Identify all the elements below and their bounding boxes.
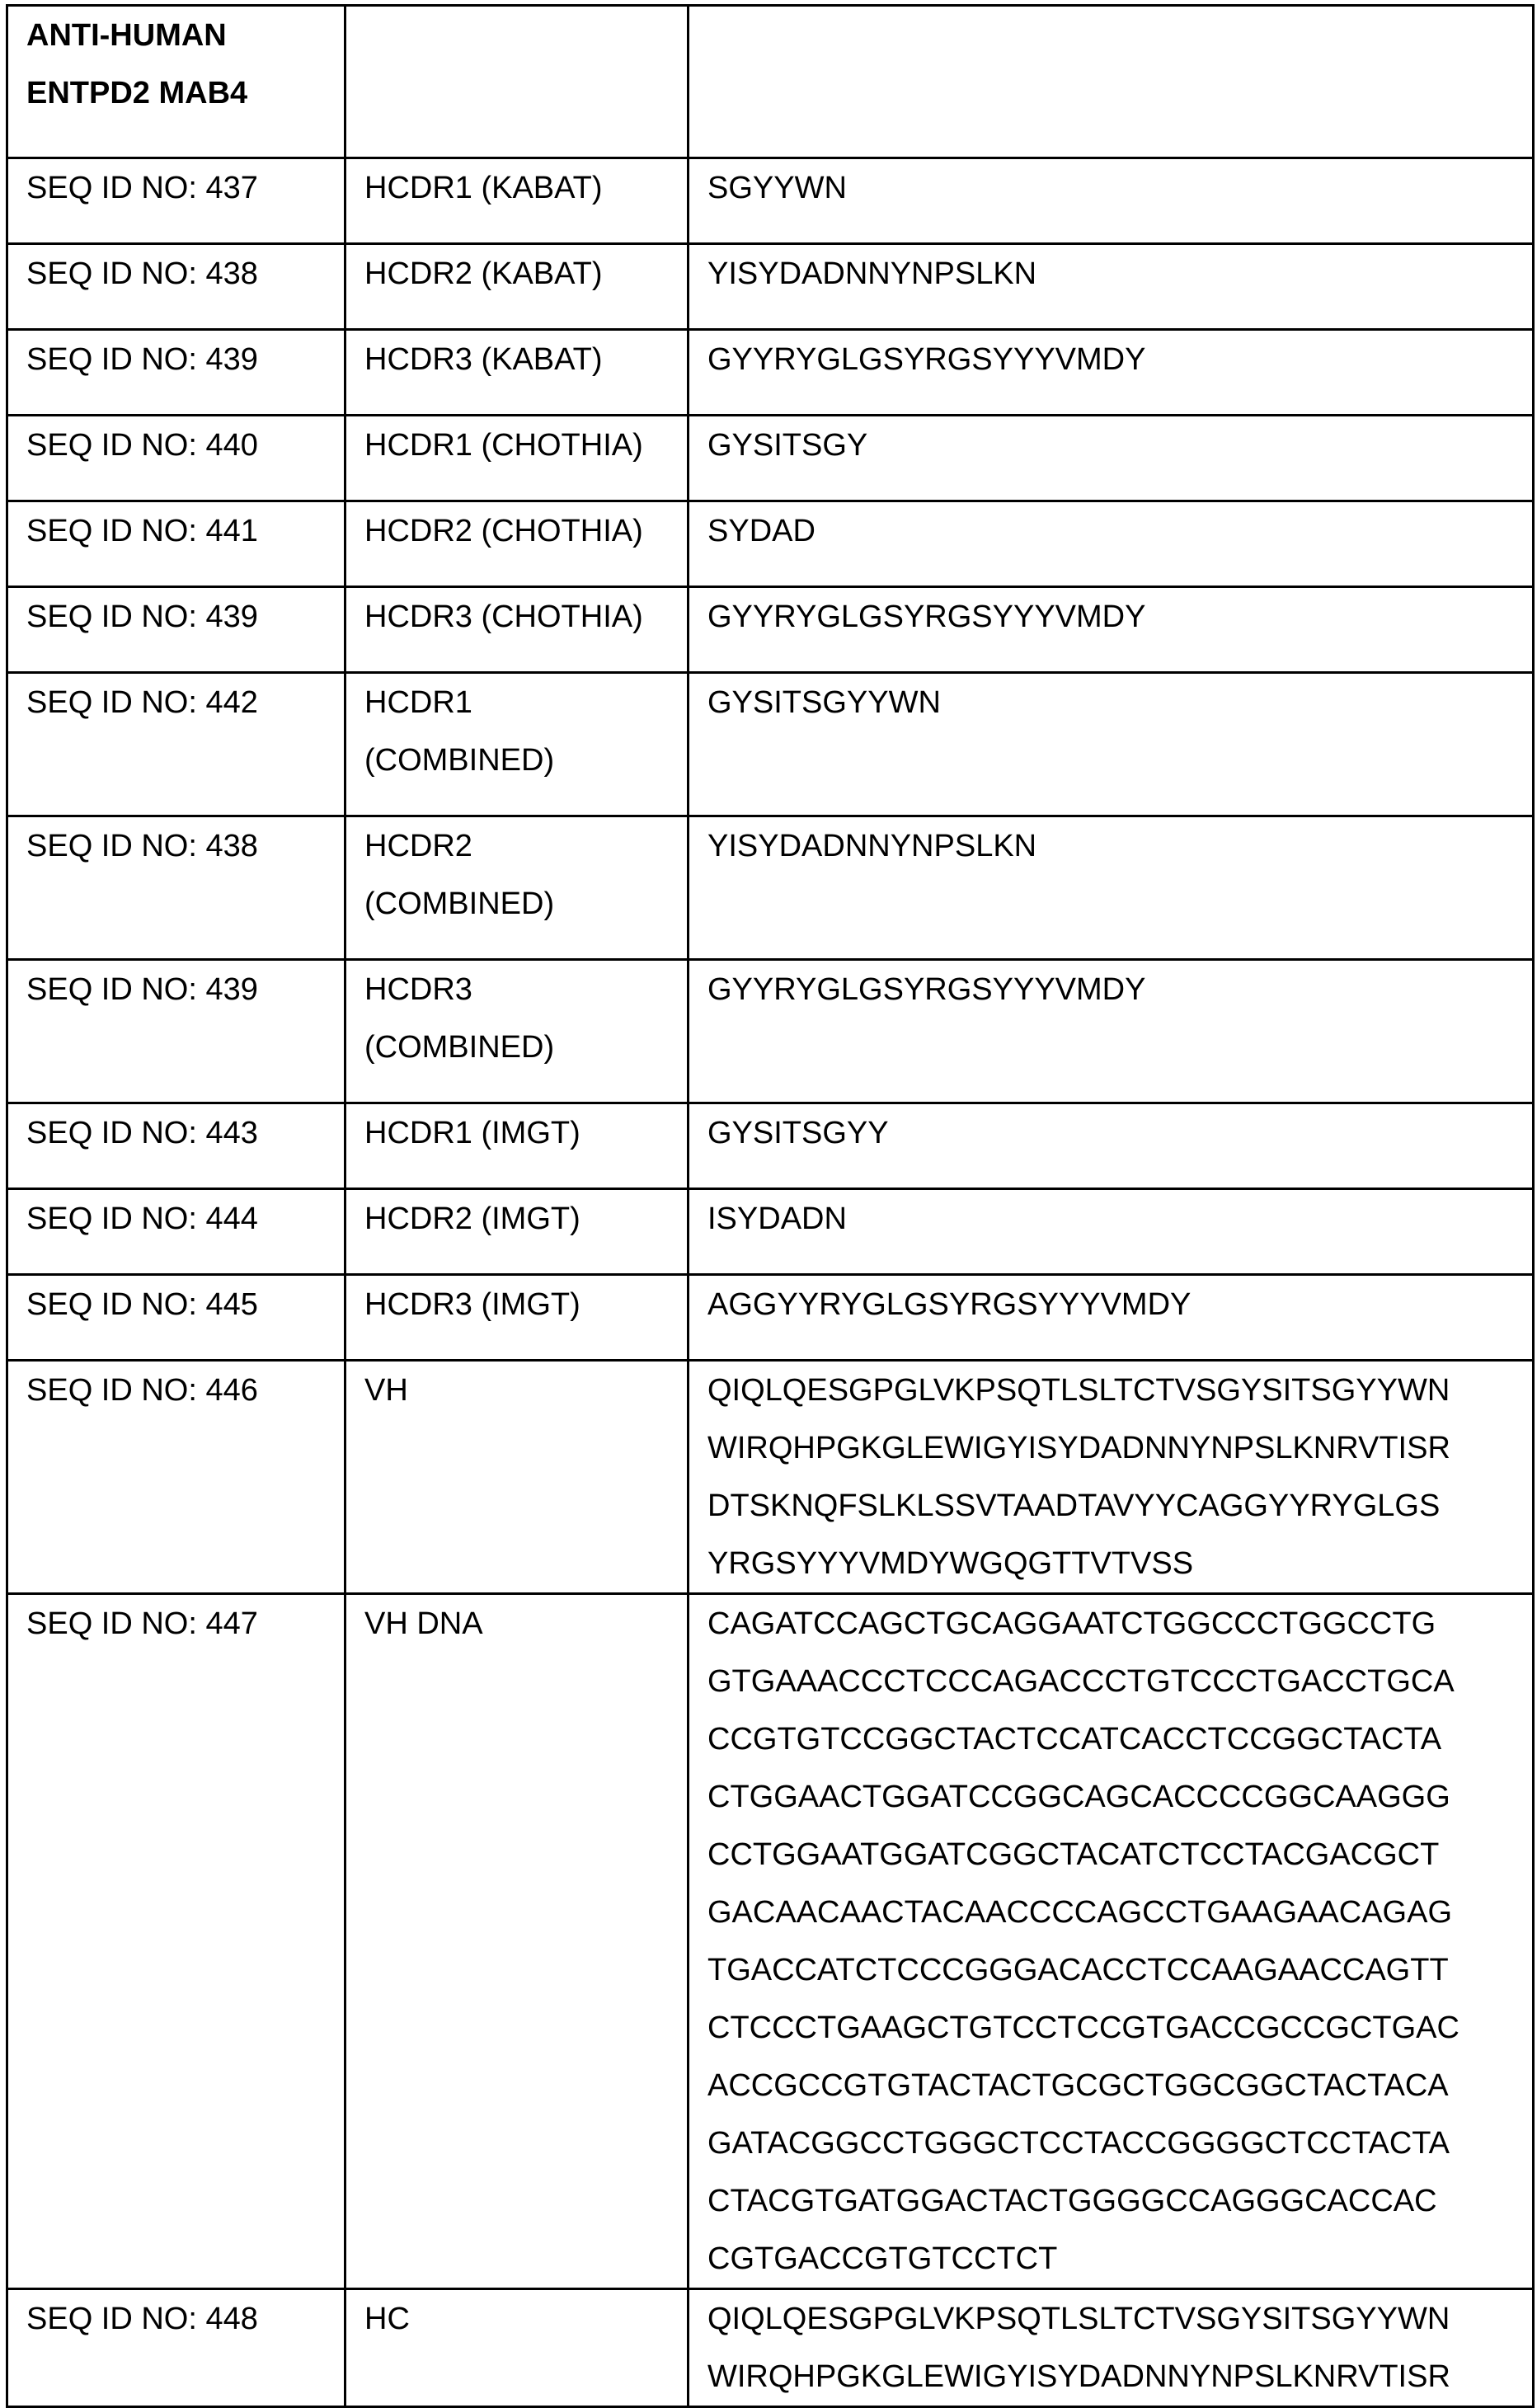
region-line2: (COMBINED) — [364, 887, 555, 921]
sequence-line: CGTGACCGTGTCCTCT — [707, 2241, 1058, 2276]
table-row — [7, 244, 1534, 330]
seq-id-cell: SEQ ID NO: 445 — [7, 1275, 345, 1361]
region-cell: HCDR1 (KABAT) — [345, 158, 689, 244]
seq-id-cell: SEQ ID NO: 447 — [7, 1594, 345, 2289]
sequence-line: CTGGAACTGGATCCGGCAGCACCCCGGCAAGGG — [707, 1780, 1450, 1814]
table-row — [7, 587, 1534, 673]
table-row — [7, 1189, 1534, 1275]
region-cell: HCDR1 (IMGT) — [345, 1103, 689, 1189]
region-cell: HCDR3 (KABAT) — [345, 330, 689, 416]
region-cell: HCDR3 (CHOTHIA) — [345, 587, 689, 673]
region-cell — [345, 960, 689, 1103]
sequence-line: CAGATCCAGCTGCAGGAATCTGGCCCTGGCCTG — [707, 1606, 1436, 1641]
sequence-line: CTACGTGATGGACTACTGGGGCCAGGGCACCAC — [707, 2184, 1437, 2218]
region-cell: VH — [345, 1361, 689, 1594]
sequence-table — [6, 4, 1535, 2408]
region-line2: (COMBINED) — [364, 1030, 555, 1065]
sequence-cell — [689, 2289, 1534, 2407]
antibody-title-line1: ANTI-HUMAN — [26, 18, 227, 53]
table-row — [7, 416, 1534, 501]
sequence-cell: GYYRYGLGSYRGSYYYVMDY — [689, 960, 1534, 1103]
header-empty-cell-2 — [345, 6, 689, 158]
seq-id-cell: SEQ ID NO: 442 — [7, 673, 345, 816]
table-row — [7, 816, 1534, 960]
sequence-cell: ISYDADN — [689, 1189, 1534, 1275]
sequence-line: GACAACAACTACAACCCCAGCCTGAAGAACAGAG — [707, 1895, 1453, 1930]
seq-id-cell: SEQ ID NO: 440 — [7, 416, 345, 501]
seq-id-cell: SEQ ID NO: 448 — [7, 2289, 345, 2407]
sequence-line: TGACCATCTCCCGGGACACCTCCAAGAACCAGTT — [707, 1953, 1449, 1987]
sequence-cell: YISYDADNNYNPSLKN — [689, 816, 1534, 960]
antibody-title-line2: ENTPD2 MAB4 — [26, 76, 248, 111]
region-line1: HCDR2 — [364, 829, 472, 863]
sequence-line: YRGSYYYVMDYWGQGTTVTVSS — [707, 1546, 1194, 1581]
seq-id-cell: SEQ ID NO: 438 — [7, 816, 345, 960]
table-row — [7, 501, 1534, 587]
sequence-line: ACCGCCGTGTACTACTGCGCTGGCGGCTACTACA — [707, 2068, 1449, 2103]
sequence-line: WIRQHPGKGLEWIGYISYDADNNYNPSLKNRVTISR — [707, 2359, 1450, 2394]
seq-id-cell: SEQ ID NO: 438 — [7, 244, 345, 330]
sequence-line: QIQLQESGPGLVKPSQTLSLTCTVSGYSITSGYYWN — [707, 1373, 1450, 1408]
sequence-line: CTCCCTGAAGCTGTCCTCCGTGACCGCCGCTGAC — [707, 2011, 1459, 2045]
seq-id-cell: SEQ ID NO: 446 — [7, 1361, 345, 1594]
sequence-line: DTSKNQFSLKLSSVTAADTAVYYCAGGYYRYGLGS — [707, 1489, 1441, 1523]
sequence-cell: GYSITSGY — [689, 416, 1534, 501]
table-row — [7, 960, 1534, 1103]
sequence-line: QIQLQESGPGLVKPSQTLSLTCTVSGYSITSGYYWN — [707, 2302, 1450, 2336]
seq-id-cell: SEQ ID NO: 444 — [7, 1189, 345, 1275]
table-row — [7, 1275, 1534, 1361]
sequence-cell: GYYRYGLGSYRGSYYYVMDY — [689, 587, 1534, 673]
region-line1: HCDR1 — [364, 685, 472, 720]
sequence-cell: SGYYWN — [689, 158, 1534, 244]
region-line2: (COMBINED) — [364, 743, 555, 778]
seq-id-cell: SEQ ID NO: 443 — [7, 1103, 345, 1189]
table-row — [7, 1594, 1534, 2289]
region-cell: HCDR1 (CHOTHIA) — [345, 416, 689, 501]
region-cell: HCDR3 (IMGT) — [345, 1275, 689, 1361]
table-header-row — [7, 6, 1534, 158]
sequence-cell: GYSITSGYY — [689, 1103, 1534, 1189]
sequence-line: CCGTGTCCGGCTACTCCATCACCTCCGGCTACTA — [707, 1722, 1442, 1757]
seq-id-cell: SEQ ID NO: 439 — [7, 960, 345, 1103]
antibody-title-cell — [7, 6, 345, 158]
table-row — [7, 158, 1534, 244]
region-cell: HCDR2 (CHOTHIA) — [345, 501, 689, 587]
sequence-cell: GYSITSGYYWN — [689, 673, 1534, 816]
region-cell: HCDR2 (IMGT) — [345, 1189, 689, 1275]
seq-id-cell: SEQ ID NO: 437 — [7, 158, 345, 244]
sequence-cell — [689, 1594, 1534, 2289]
sequence-line: WIRQHPGKGLEWIGYISYDADNNYNPSLKNRVTISR — [707, 1431, 1450, 1465]
table-row — [7, 673, 1534, 816]
seq-id-cell: SEQ ID NO: 441 — [7, 501, 345, 587]
sequence-cell: SYDAD — [689, 501, 1534, 587]
seq-id-cell: SEQ ID NO: 439 — [7, 587, 345, 673]
sequence-line: GTGAAACCCTCCCAGACCCTGTCCCTGACCTGCA — [707, 1664, 1455, 1699]
sequence-cell: AGGYYRYGLGSYRGSYYYVMDY — [689, 1275, 1534, 1361]
seq-id-cell: SEQ ID NO: 439 — [7, 330, 345, 416]
table-row — [7, 2289, 1534, 2407]
region-line1: HCDR3 — [364, 972, 472, 1007]
sequence-line: CCTGGAATGGATCGGCTACATCTCCTACGACGCT — [707, 1837, 1440, 1872]
table-row — [7, 1103, 1534, 1189]
header-empty-cell-3 — [689, 6, 1534, 158]
sequence-cell: GYYRYGLGSYRGSYYYVMDY — [689, 330, 1534, 416]
region-cell: HC — [345, 2289, 689, 2407]
region-cell — [345, 816, 689, 960]
region-cell: HCDR2 (KABAT) — [345, 244, 689, 330]
region-cell — [345, 673, 689, 816]
sequence-cell: YISYDADNNYNPSLKN — [689, 244, 1534, 330]
table-row — [7, 330, 1534, 416]
table-row — [7, 1361, 1534, 1594]
region-cell: VH DNA — [345, 1594, 689, 2289]
sequence-line: GATACGGCCTGGGCTCCTACCGGGGCTCCTACTA — [707, 2126, 1450, 2161]
sequence-cell — [689, 1361, 1534, 1594]
